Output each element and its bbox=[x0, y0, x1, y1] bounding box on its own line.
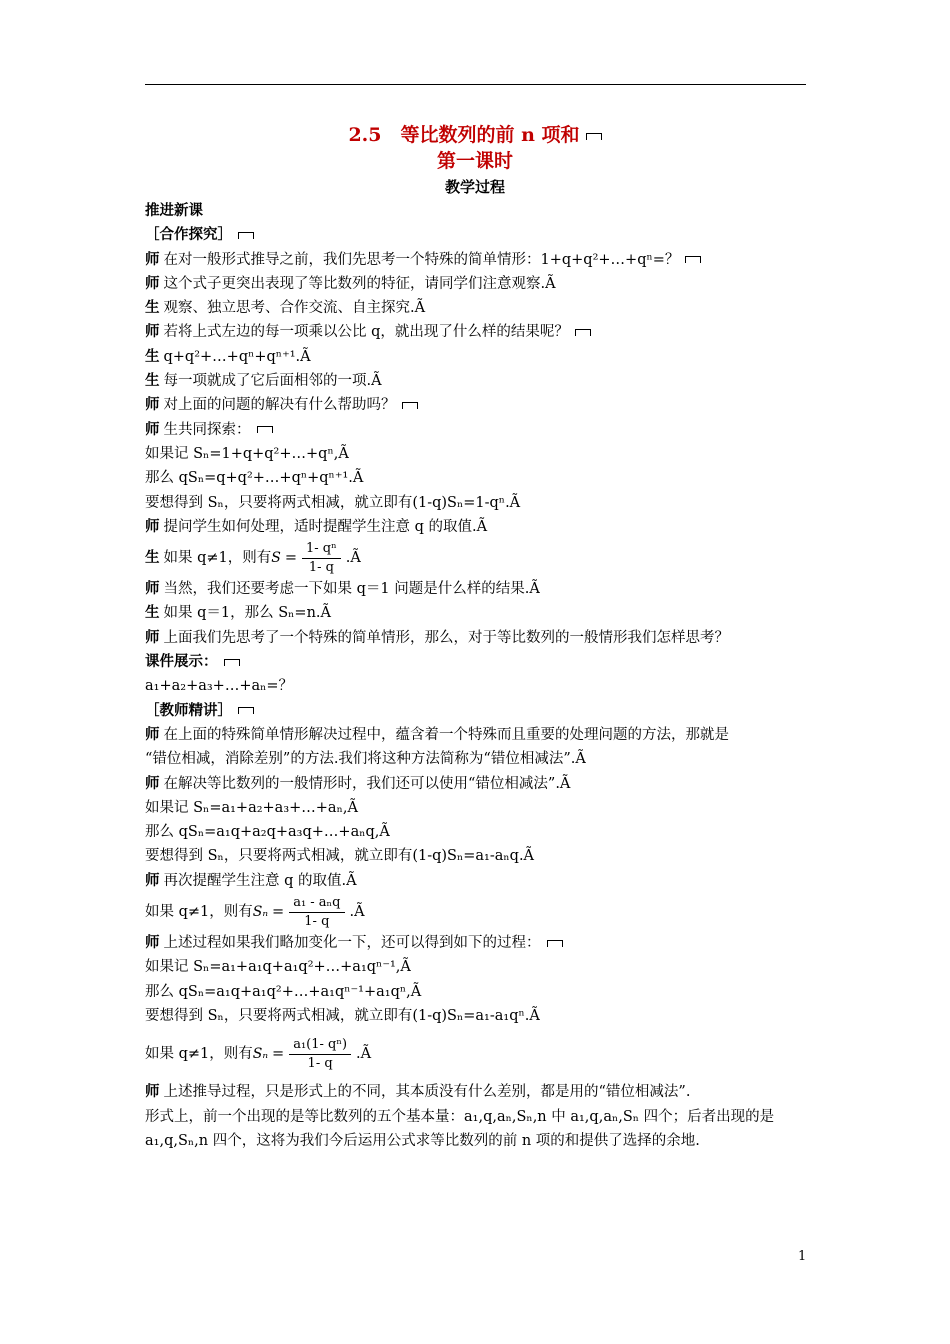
formula-line: 如果 q≠1，则有 Sₙ = $\frac{\text{a₁(1- qⁿ)}}{1- q}$ .Ã bbox=[145, 1036, 372, 1071]
lesson-title: 2.5 等比数列的前 n 项和 bbox=[0, 122, 950, 148]
text-line: 师 在对一般形式推导之前，我们先思考一个特殊的简单情形：1+q+q²+…+qⁿ=？ bbox=[145, 248, 810, 272]
text-line: 形式上，前一个出现的是等比数列的五个基本量：a₁,q,aₙ,Sₙ,n 中 a₁,q,aₙ,Sₙ 四个；后者出现的是 bbox=[145, 1108, 775, 1125]
heading-line: 课件展示： bbox=[145, 650, 810, 674]
page-number: 1 bbox=[798, 1249, 807, 1264]
text-line: 师 若将上式左边的每一项乘以公比 q，就出现了什么样的结果呢？ bbox=[145, 320, 810, 344]
text-line: 师 在解决等比数列的一般情形时，我们还可以使用“错位相减法”.Ã bbox=[145, 774, 571, 792]
text-line: 师 提问学生如何处理，适时提醒学生注意 q 的取值.Ã bbox=[145, 517, 488, 535]
text-line: 师 上述推导过程，只是形式上的不同，其本质没有什么差别，都是用的“错位相减法”. bbox=[145, 1083, 691, 1101]
heading-line: ［教师精讲］ bbox=[145, 699, 810, 723]
edit-mark-icon bbox=[685, 256, 701, 263]
text-line: 生 观察、独立思考、合作交流、自主探究.Ã bbox=[145, 299, 426, 317]
edit-mark-icon bbox=[575, 329, 591, 336]
formula-line: 生 如果 q≠1，则有 S = $\frac{\text{1- qⁿ}}{1- q}$ .Ã bbox=[145, 540, 361, 575]
edit-mark-icon bbox=[547, 940, 563, 947]
text-line: 生 每一项就成了它后面相邻的一项.Ã bbox=[145, 372, 382, 390]
lesson-body bbox=[145, 199, 810, 1153]
text-line: 那么 qSₙ=a₁q+a₁q²+…+a₁qⁿ⁻¹+a₁qⁿ,Ã bbox=[145, 983, 422, 1000]
text-line: 生 如果 q＝1，那么 Sₙ=n.Ã bbox=[145, 604, 331, 622]
text-line: 师 上面我们先思考了一个特殊的简单情形，那么，对于等比数列的一般情形我们怎样思考？ bbox=[145, 628, 729, 646]
edit-mark-icon bbox=[238, 232, 254, 239]
text-line: 如果记 Sₙ=a₁+a₁q+a₁q²+…+a₁qⁿ⁻¹,Ã bbox=[145, 959, 411, 976]
fraction: $\frac{\text{1- qⁿ}}{1- q}$ bbox=[302, 540, 341, 577]
text-line: 师 对上面的问题的解决有什么帮助吗？ bbox=[145, 393, 810, 417]
text-line: 要想得到 Sₙ，只要将两式相减，就立即有(1-q)Sₙ=1-qⁿ.Ã bbox=[145, 494, 521, 511]
text-line: 师 上述过程如果我们略加变化一下，还可以得到如下的过程： bbox=[145, 931, 810, 955]
text-line: “错位相减，消除差别”的方法.我们将这种方法简称为“错位相减法”.Ã bbox=[145, 751, 586, 768]
header-rule bbox=[145, 84, 806, 85]
text-line: 如果记 Sₙ=1+q+q²+…+qⁿ,Ã bbox=[145, 445, 349, 462]
edit-mark-icon bbox=[257, 426, 273, 433]
text-line: 那么 qSₙ=q+q²+…+qⁿ+qⁿ⁺¹.Ã bbox=[145, 470, 364, 487]
edit-mark-icon bbox=[586, 133, 602, 140]
text-line: 师 生共同探索： bbox=[145, 418, 810, 442]
section-title: 教学过程 bbox=[444, 178, 505, 196]
text-line: 师 再次提醒学生注意 q 的取值.Ã bbox=[145, 871, 357, 889]
text-line: 要想得到 Sₙ，只要将两式相减，就立即有(1-q)Sₙ=a₁-a₁qⁿ.Ã bbox=[145, 1007, 540, 1024]
heading-line: 推进新课 bbox=[145, 202, 203, 219]
text-line: 生 q+q²+…+qⁿ+qⁿ⁺¹.Ã bbox=[145, 347, 311, 365]
text-line: 师 当然，我们还要考虑一下如果 q＝1 问题是什么样的结果.Ã bbox=[145, 580, 540, 598]
heading-line: ［合作探究］ bbox=[145, 223, 810, 247]
text-line: a₁+a₂+a₃+…+aₙ=？ bbox=[145, 678, 294, 695]
text-line: 师 这个式子更突出表现了等比数列的特征，请同学们注意观察.Ã bbox=[145, 274, 556, 292]
formula-line: 如果 q≠1，则有 Sₙ = $\frac{\text{a₁ - aₙq}}{1- q}$ .Ã bbox=[145, 894, 365, 929]
fraction: $\frac{\text{a₁(1- qⁿ)}}{1- q}$ bbox=[289, 1036, 351, 1073]
text-line: a₁,q,Sₙ,n 四个，这将为我们今后运用公式求等比数列的前 n 项的和提供了选择的余地. bbox=[145, 1132, 700, 1149]
edit-mark-icon bbox=[238, 707, 254, 714]
edit-mark-icon bbox=[402, 402, 418, 409]
text-line: 那么 qSₙ=a₁q+a₂q+a₃q+…+aₙq,Ã bbox=[145, 824, 390, 841]
edit-mark-icon bbox=[224, 659, 240, 666]
text-line: 师 在上面的特殊简单情形解决过程中，蕴含着一个特殊而且重要的处理问题的方法，那就是 bbox=[145, 725, 729, 743]
fraction: $\frac{\text{a₁ - aₙq}}{1- q}$ bbox=[289, 894, 344, 931]
text-line: 如果记 Sₙ=a₁+a₂+a₃+…+aₙ,Ã bbox=[145, 799, 358, 816]
text-line: 要想得到 Sₙ，只要将两式相减，就立即有(1-q)Sₙ=a₁-aₙq.Ã bbox=[145, 848, 535, 865]
lesson-subtitle: 第一课时 bbox=[436, 150, 513, 172]
